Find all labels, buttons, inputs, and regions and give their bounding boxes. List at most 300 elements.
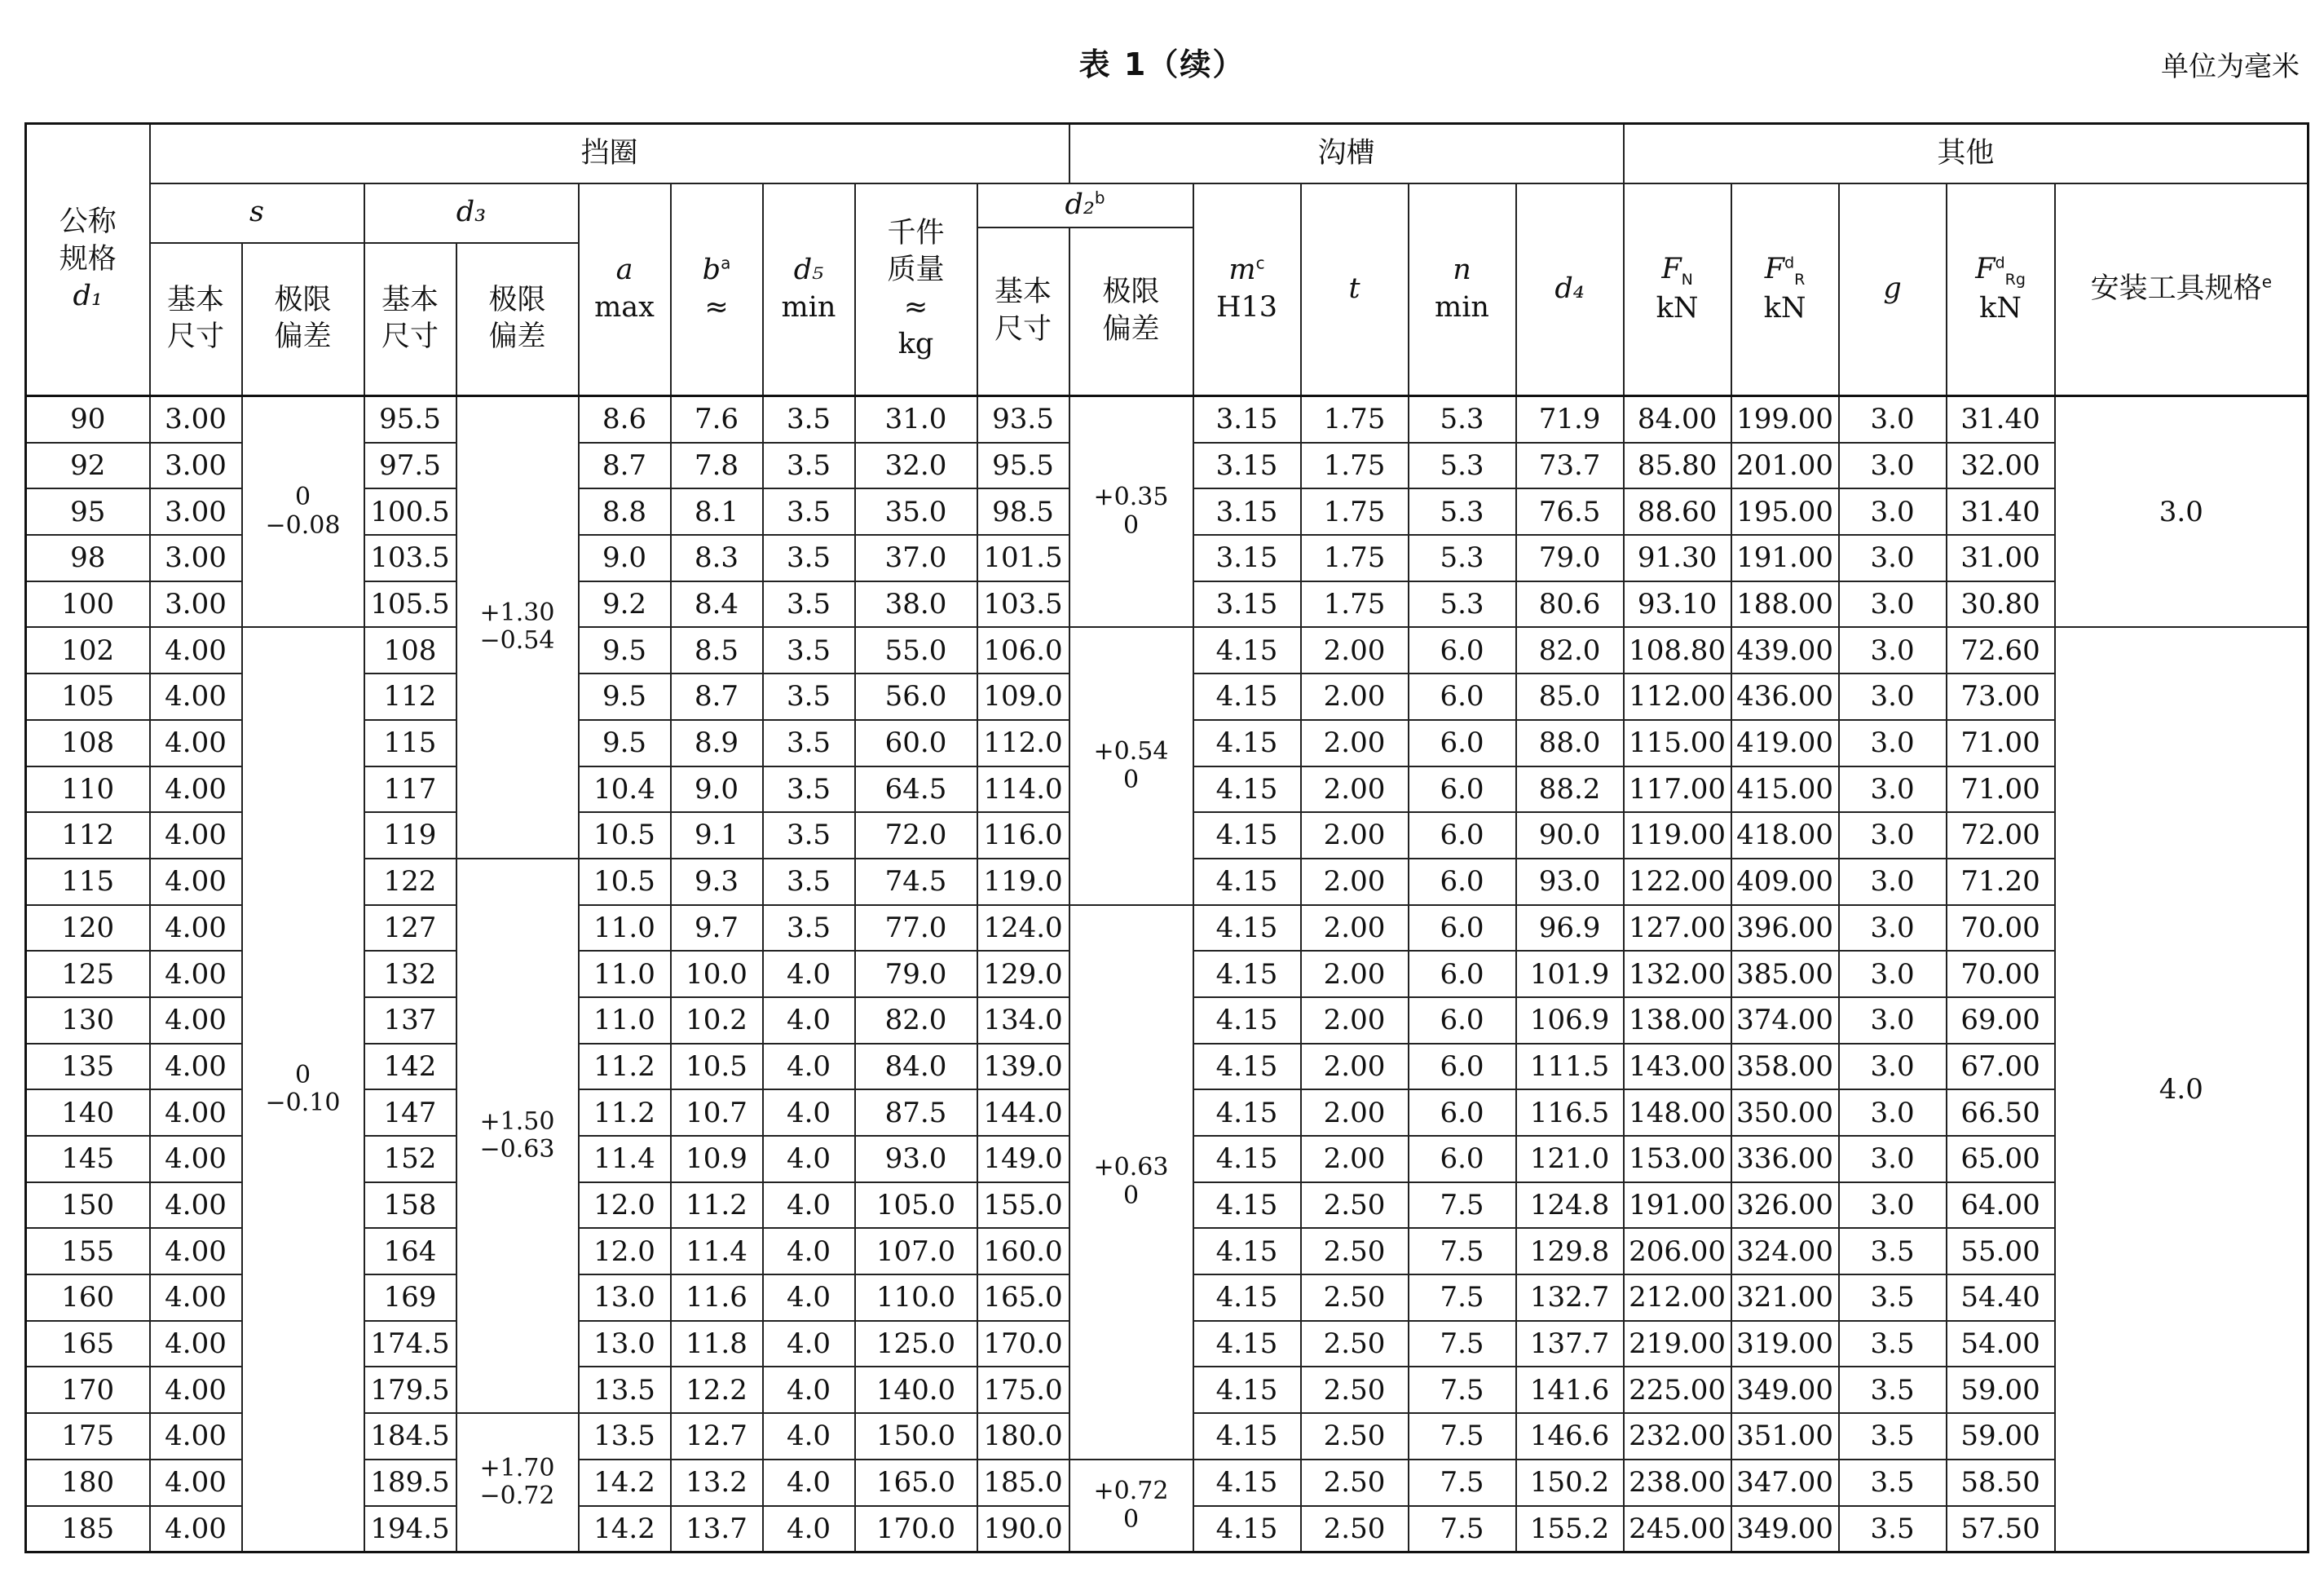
cell-g: 3.0	[1839, 674, 1947, 720]
cell-s-basic: 4.00	[150, 1089, 242, 1136]
cell-b: 12.7	[671, 1413, 763, 1460]
cell-d2-basic: 139.0	[977, 1044, 1069, 1090]
header-tool: 安装工具规格$^e$	[2055, 183, 2309, 396]
cell-frg: 59.00	[1947, 1413, 2055, 1460]
cell-d3-basic: 122	[364, 859, 456, 905]
cell-d1: 150	[26, 1182, 150, 1229]
cell-fn: 232.00	[1624, 1413, 1731, 1460]
cell-g: 3.0	[1839, 1089, 1947, 1136]
cell-d4: 85.0	[1516, 674, 1624, 720]
cell-mass: 31.0	[855, 396, 977, 443]
table-row	[26, 627, 2309, 674]
cell-b: 8.5	[671, 627, 763, 674]
cell-d4: 73.7	[1516, 443, 1624, 489]
cell-d4: 141.6	[1516, 1367, 1624, 1413]
cell-m: 4.15	[1193, 812, 1301, 859]
cell-mass: 56.0	[855, 674, 977, 720]
cell-b: 11.8	[671, 1321, 763, 1367]
cell-d5: 3.5	[763, 905, 855, 952]
cell-fr: 324.00	[1731, 1228, 1839, 1274]
cell-b: 7.6	[671, 396, 763, 443]
header-fn: $F_N$ kN	[1624, 183, 1731, 396]
cell-n: 7.5	[1409, 1506, 1516, 1552]
cell-fn: 117.00	[1624, 766, 1731, 813]
cell-a: 13.5	[579, 1413, 671, 1460]
cell-d5: 3.5	[763, 488, 855, 535]
cell-b: 10.2	[671, 997, 763, 1044]
cell-n: 6.0	[1409, 766, 1516, 813]
cell-fr: 351.00	[1731, 1413, 1839, 1460]
cell-mass: 84.0	[855, 1044, 977, 1090]
cell-d5: 4.0	[763, 1274, 855, 1321]
cell-t: 2.00	[1301, 1089, 1409, 1136]
cell-frg: 32.00	[1947, 443, 2055, 489]
cell-d3-basic: 142	[364, 1044, 456, 1090]
cell-frg: 30.80	[1947, 581, 2055, 628]
cell-d5: 3.5	[763, 720, 855, 766]
cell-d3-basic: 137	[364, 997, 456, 1044]
cell-frg: 71.00	[1947, 766, 2055, 813]
cell-mass: 93.0	[855, 1136, 977, 1182]
cell-d2-basic: 109.0	[977, 674, 1069, 720]
cell-d4: 137.7	[1516, 1321, 1624, 1367]
cell-s-basic: 4.00	[150, 1182, 242, 1229]
cell-fn: 148.00	[1624, 1089, 1731, 1136]
cell-d5: 4.0	[763, 1228, 855, 1274]
cell-t: 2.50	[1301, 1413, 1409, 1460]
cell-g: 3.0	[1839, 951, 1947, 997]
cell-g: 3.5	[1839, 1460, 1947, 1506]
cell-t: 2.50	[1301, 1367, 1409, 1413]
cell-d1: 160	[26, 1274, 150, 1321]
cell-d4: 88.0	[1516, 720, 1624, 766]
cell-d5: 4.0	[763, 1089, 855, 1136]
cell-b: 10.5	[671, 1044, 763, 1090]
cell-d4: 106.9	[1516, 997, 1624, 1044]
cell-frg: 31.40	[1947, 396, 2055, 443]
cell-t: 2.00	[1301, 951, 1409, 997]
cell-d4: 96.9	[1516, 905, 1624, 952]
cell-fn: 191.00	[1624, 1182, 1731, 1229]
cell-n: 7.5	[1409, 1182, 1516, 1229]
cell-g: 3.0	[1839, 859, 1947, 905]
cell-fr: 201.00	[1731, 443, 1839, 489]
cell-s-basic: 4.00	[150, 859, 242, 905]
cell-frg: 58.50	[1947, 1460, 2055, 1506]
cell-frg: 73.00	[1947, 674, 2055, 720]
cell-t: 1.75	[1301, 581, 1409, 628]
cell-d4: 132.7	[1516, 1274, 1624, 1321]
cell-d2-basic: 103.5	[977, 581, 1069, 628]
cell-d2-basic: 106.0	[977, 627, 1069, 674]
cell-s-basic: 3.00	[150, 443, 242, 489]
cell-d1: 140	[26, 1089, 150, 1136]
cell-s-basic: 4.00	[150, 766, 242, 813]
cell-d2-basic: 165.0	[977, 1274, 1069, 1321]
header-s-basic: 基本 尺寸	[150, 243, 242, 396]
cell-m: 3.15	[1193, 581, 1301, 628]
cell-m: 4.15	[1193, 1274, 1301, 1321]
cell-s-basic: 4.00	[150, 1228, 242, 1274]
table-row	[26, 396, 2309, 443]
cell-n: 5.3	[1409, 535, 1516, 581]
cell-s-basic: 4.00	[150, 1460, 242, 1506]
cell-n: 6.0	[1409, 1044, 1516, 1090]
cell-t: 2.00	[1301, 905, 1409, 952]
header-m-h13: m$^c$ H13	[1193, 183, 1301, 396]
cell-m: 3.15	[1193, 396, 1301, 443]
cell-d2-tolerance: +0.35 0	[1069, 396, 1193, 628]
cell-frg: 70.00	[1947, 905, 2055, 952]
cell-d1: 105	[26, 674, 150, 720]
cell-g: 3.0	[1839, 1182, 1947, 1229]
cell-d2-basic: 119.0	[977, 859, 1069, 905]
cell-d2-basic: 170.0	[977, 1321, 1069, 1367]
cell-d4: 111.5	[1516, 1044, 1624, 1090]
cell-b: 7.8	[671, 443, 763, 489]
cell-n: 7.5	[1409, 1228, 1516, 1274]
cell-t: 2.00	[1301, 720, 1409, 766]
cell-t: 2.50	[1301, 1182, 1409, 1229]
cell-frg: 67.00	[1947, 1044, 2055, 1090]
cell-n: 6.0	[1409, 627, 1516, 674]
cell-mass: 55.0	[855, 627, 977, 674]
header-a-max: a max	[579, 183, 671, 396]
cell-a: 11.2	[579, 1044, 671, 1090]
cell-a: 8.6	[579, 396, 671, 443]
cell-fr: 321.00	[1731, 1274, 1839, 1321]
cell-d4: 93.0	[1516, 859, 1624, 905]
cell-g: 3.0	[1839, 812, 1947, 859]
cell-d5: 3.5	[763, 674, 855, 720]
cell-d5: 3.5	[763, 581, 855, 628]
cell-d4: 80.6	[1516, 581, 1624, 628]
cell-d2-basic: 180.0	[977, 1413, 1069, 1460]
cell-g: 3.0	[1839, 627, 1947, 674]
cell-d5: 4.0	[763, 1367, 855, 1413]
table-title: 表 1（续）	[1078, 46, 1246, 82]
cell-m: 4.15	[1193, 1136, 1301, 1182]
cell-d3-basic: 100.5	[364, 488, 456, 535]
cell-d3-basic: 103.5	[364, 535, 456, 581]
cell-fn: 153.00	[1624, 1136, 1731, 1182]
cell-b: 13.2	[671, 1460, 763, 1506]
cell-fn: 122.00	[1624, 859, 1731, 905]
cell-d3-basic: 152	[364, 1136, 456, 1182]
cell-t: 2.50	[1301, 1460, 1409, 1506]
cell-d2-basic: 116.0	[977, 812, 1069, 859]
cell-fn: 85.80	[1624, 443, 1731, 489]
cell-t: 1.75	[1301, 535, 1409, 581]
cell-frg: 59.00	[1947, 1367, 2055, 1413]
header-retaining-ring: 挡圈	[150, 124, 1069, 183]
cell-d5: 4.0	[763, 997, 855, 1044]
cell-fr: 195.00	[1731, 488, 1839, 535]
cell-n: 6.0	[1409, 997, 1516, 1044]
dimension-table	[24, 122, 2309, 1553]
cell-fr: 419.00	[1731, 720, 1839, 766]
cell-mass: 150.0	[855, 1413, 977, 1460]
cell-d5: 4.0	[763, 1506, 855, 1552]
cell-m: 3.15	[1193, 488, 1301, 535]
cell-t: 2.00	[1301, 859, 1409, 905]
cell-m: 4.15	[1193, 1413, 1301, 1460]
cell-mass: 38.0	[855, 581, 977, 628]
cell-t: 2.50	[1301, 1506, 1409, 1552]
cell-fr: 439.00	[1731, 627, 1839, 674]
cell-n: 7.5	[1409, 1367, 1516, 1413]
cell-b: 11.4	[671, 1228, 763, 1274]
cell-s-basic: 4.00	[150, 812, 242, 859]
cell-d1: 135	[26, 1044, 150, 1090]
cell-d4: 155.2	[1516, 1506, 1624, 1552]
cell-g: 3.0	[1839, 720, 1947, 766]
cell-d4: 101.9	[1516, 951, 1624, 997]
cell-a: 11.2	[579, 1089, 671, 1136]
cell-mass: 165.0	[855, 1460, 977, 1506]
cell-m: 4.15	[1193, 1321, 1301, 1367]
cell-d5: 4.0	[763, 951, 855, 997]
cell-n: 7.5	[1409, 1413, 1516, 1460]
cell-b: 9.3	[671, 859, 763, 905]
cell-d2-tolerance: +0.72 0	[1069, 1460, 1193, 1552]
cell-g: 3.0	[1839, 1044, 1947, 1090]
cell-fr: 385.00	[1731, 951, 1839, 997]
cell-d1: 185	[26, 1506, 150, 1552]
cell-mass: 64.5	[855, 766, 977, 813]
cell-n: 5.3	[1409, 581, 1516, 628]
cell-s-basic: 4.00	[150, 1136, 242, 1182]
cell-mass: 125.0	[855, 1321, 977, 1367]
cell-fr: 336.00	[1731, 1136, 1839, 1182]
cell-s-tolerance: 0 −0.10	[242, 627, 364, 1552]
cell-m: 4.15	[1193, 859, 1301, 905]
header-d5-min: d₅ min	[763, 183, 855, 396]
cell-t: 2.00	[1301, 766, 1409, 813]
cell-frg: 55.00	[1947, 1228, 2055, 1274]
cell-d2-basic: 98.5	[977, 488, 1069, 535]
header-d3-basic: 基本 尺寸	[364, 243, 456, 396]
cell-m: 4.15	[1193, 1506, 1301, 1552]
cell-d4: 88.2	[1516, 766, 1624, 813]
cell-d1: 110	[26, 766, 150, 813]
cell-b: 8.3	[671, 535, 763, 581]
header-d3: d₃	[364, 183, 579, 243]
cell-d2-basic: 95.5	[977, 443, 1069, 489]
cell-d3-basic: 95.5	[364, 396, 456, 443]
cell-d3-basic: 115	[364, 720, 456, 766]
cell-b: 9.7	[671, 905, 763, 952]
cell-m: 4.15	[1193, 674, 1301, 720]
cell-frg: 57.50	[1947, 1506, 2055, 1552]
cell-t: 1.75	[1301, 396, 1409, 443]
cell-d4: 71.9	[1516, 396, 1624, 443]
cell-d5: 3.5	[763, 443, 855, 489]
cell-a: 11.0	[579, 951, 671, 997]
cell-d2-basic: 114.0	[977, 766, 1069, 813]
cell-d3-basic: 97.5	[364, 443, 456, 489]
header-g: g	[1839, 183, 1947, 396]
cell-n: 5.3	[1409, 488, 1516, 535]
cell-d1: 165	[26, 1321, 150, 1367]
cell-a: 9.0	[579, 535, 671, 581]
cell-d1: 120	[26, 905, 150, 952]
cell-fr: 349.00	[1731, 1506, 1839, 1552]
cell-d2-basic: 149.0	[977, 1136, 1069, 1182]
cell-n: 6.0	[1409, 951, 1516, 997]
cell-d2-tolerance: +0.63 0	[1069, 905, 1193, 1460]
cell-fn: 132.00	[1624, 951, 1731, 997]
cell-a: 8.7	[579, 443, 671, 489]
cell-d2-basic: 155.0	[977, 1182, 1069, 1229]
cell-fn: 88.60	[1624, 488, 1731, 535]
cell-d4: 82.0	[1516, 627, 1624, 674]
cell-n: 6.0	[1409, 1136, 1516, 1182]
cell-d5: 3.5	[763, 396, 855, 443]
cell-fn: 127.00	[1624, 905, 1731, 952]
cell-d1: 175	[26, 1413, 150, 1460]
cell-b: 10.0	[671, 951, 763, 997]
cell-a: 10.4	[579, 766, 671, 813]
cell-mass: 35.0	[855, 488, 977, 535]
cell-b: 12.2	[671, 1367, 763, 1413]
header-mass: 千件 质量 ≈ kg	[855, 183, 977, 396]
cell-d5: 4.0	[763, 1413, 855, 1460]
cell-g: 3.0	[1839, 581, 1947, 628]
cell-d2-basic: 190.0	[977, 1506, 1069, 1552]
cell-d3-basic: 112	[364, 674, 456, 720]
header-d2-basic: 基本 尺寸	[977, 227, 1069, 396]
cell-a: 8.8	[579, 488, 671, 535]
cell-mass: 79.0	[855, 951, 977, 997]
cell-n: 7.5	[1409, 1321, 1516, 1367]
cell-frg: 54.00	[1947, 1321, 2055, 1367]
cell-mass: 110.0	[855, 1274, 977, 1321]
cell-g: 3.5	[1839, 1228, 1947, 1274]
cell-s-basic: 4.00	[150, 1321, 242, 1367]
cell-n: 6.0	[1409, 1089, 1516, 1136]
cell-s-basic: 4.00	[150, 1506, 242, 1552]
header-other: 其他	[1624, 124, 2309, 183]
header-d3-limit: 极限 偏差	[456, 243, 579, 396]
cell-d1: 145	[26, 1136, 150, 1182]
table-row	[26, 1460, 2309, 1506]
header-b: b$^a$ ≈	[671, 183, 763, 396]
cell-a: 13.0	[579, 1321, 671, 1367]
cell-s-basic: 4.00	[150, 951, 242, 997]
cell-d3-basic: 189.5	[364, 1460, 456, 1506]
cell-d3-tolerance: +1.30 −0.54	[456, 396, 579, 859]
cell-a: 9.5	[579, 720, 671, 766]
cell-t: 2.00	[1301, 997, 1409, 1044]
cell-mass: 107.0	[855, 1228, 977, 1274]
cell-d3-basic: 194.5	[364, 1506, 456, 1552]
cell-m: 4.15	[1193, 766, 1301, 813]
cell-d1: 115	[26, 859, 150, 905]
cell-t: 2.50	[1301, 1274, 1409, 1321]
cell-m: 4.15	[1193, 1228, 1301, 1274]
cell-b: 10.9	[671, 1136, 763, 1182]
cell-frg: 70.00	[1947, 951, 2055, 997]
cell-fn: 225.00	[1624, 1367, 1731, 1413]
cell-g: 3.0	[1839, 396, 1947, 443]
cell-d4: 79.0	[1516, 535, 1624, 581]
cell-g: 3.5	[1839, 1506, 1947, 1552]
header-d2: d₂$^b$	[977, 183, 1193, 227]
cell-a: 11.4	[579, 1136, 671, 1182]
cell-fn: 206.00	[1624, 1228, 1731, 1274]
cell-m: 4.15	[1193, 627, 1301, 674]
cell-d1: 98	[26, 535, 150, 581]
header-groove: 沟槽	[1069, 124, 1624, 183]
cell-t: 2.50	[1301, 1228, 1409, 1274]
cell-t: 2.00	[1301, 1136, 1409, 1182]
cell-frg: 71.20	[1947, 859, 2055, 905]
cell-d3-tolerance: +1.70 −0.72	[456, 1413, 579, 1552]
cell-s-basic: 4.00	[150, 997, 242, 1044]
cell-s-basic: 4.00	[150, 905, 242, 952]
cell-n: 6.0	[1409, 905, 1516, 952]
cell-b: 8.4	[671, 581, 763, 628]
cell-b: 8.7	[671, 674, 763, 720]
cell-m: 3.15	[1193, 443, 1301, 489]
table-body	[26, 396, 2309, 1552]
cell-g: 3.5	[1839, 1367, 1947, 1413]
cell-fn: 143.00	[1624, 1044, 1731, 1090]
cell-a: 11.0	[579, 997, 671, 1044]
cell-d1: 102	[26, 627, 150, 674]
cell-fn: 212.00	[1624, 1274, 1731, 1321]
cell-d3-basic: 179.5	[364, 1367, 456, 1413]
header-s-limit: 极限 偏差	[242, 243, 364, 396]
cell-n: 7.5	[1409, 1460, 1516, 1506]
header-s: s	[150, 183, 364, 243]
cell-d3-basic: 147	[364, 1089, 456, 1136]
cell-b: 9.0	[671, 766, 763, 813]
cell-fr: 436.00	[1731, 674, 1839, 720]
cell-t: 2.00	[1301, 1044, 1409, 1090]
cell-s-basic: 4.00	[150, 1367, 242, 1413]
cell-a: 14.2	[579, 1506, 671, 1552]
cell-b: 13.7	[671, 1506, 763, 1552]
cell-n: 6.0	[1409, 812, 1516, 859]
cell-g: 3.0	[1839, 535, 1947, 581]
cell-g: 3.0	[1839, 905, 1947, 952]
cell-d4: 90.0	[1516, 812, 1624, 859]
cell-d3-basic: 117	[364, 766, 456, 813]
cell-mass: 77.0	[855, 905, 977, 952]
cell-frg: 71.00	[1947, 720, 2055, 766]
cell-s-basic: 3.00	[150, 488, 242, 535]
cell-fr: 349.00	[1731, 1367, 1839, 1413]
cell-b: 9.1	[671, 812, 763, 859]
cell-g: 3.0	[1839, 766, 1947, 813]
cell-d2-basic: 112.0	[977, 720, 1069, 766]
cell-m: 4.15	[1193, 1367, 1301, 1413]
cell-b: 11.6	[671, 1274, 763, 1321]
cell-b: 11.2	[671, 1182, 763, 1229]
cell-m: 4.15	[1193, 1460, 1301, 1506]
cell-m: 4.15	[1193, 905, 1301, 952]
cell-m: 4.15	[1193, 997, 1301, 1044]
cell-fr: 350.00	[1731, 1089, 1839, 1136]
cell-a: 9.5	[579, 627, 671, 674]
cell-fr: 319.00	[1731, 1321, 1839, 1367]
cell-fr: 347.00	[1731, 1460, 1839, 1506]
cell-mass: 105.0	[855, 1182, 977, 1229]
cell-fn: 84.00	[1624, 396, 1731, 443]
header-d4: d₄	[1516, 183, 1624, 396]
